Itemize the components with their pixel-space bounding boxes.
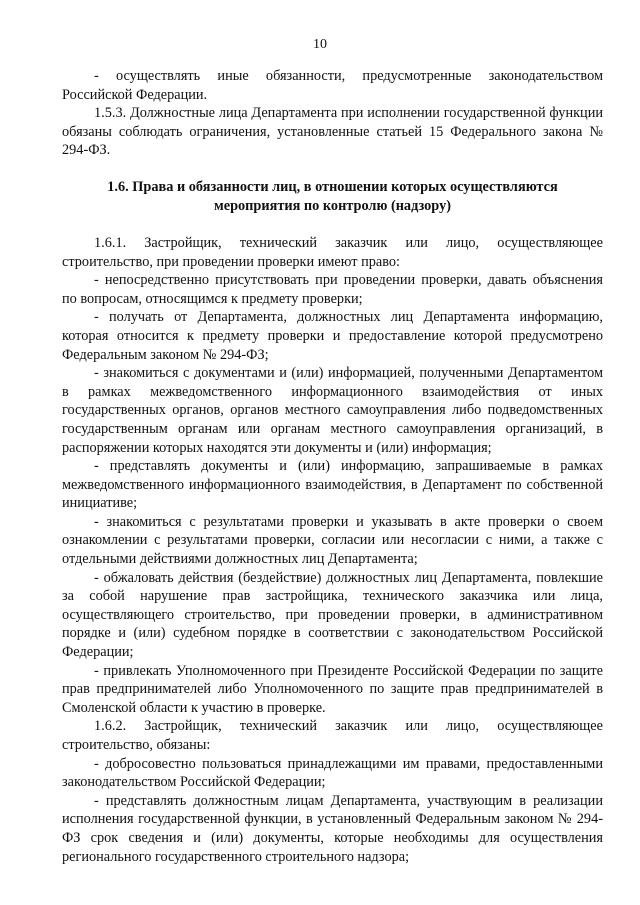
list-item: - знакомиться с результатами проверки и указывать в акте проверки о своем ознакомлении с результатами проверки, согласии или несогласии с ними, а также с отдельными действиями должностных лиц Департамента; <box>62 513 603 568</box>
list-item: - обжаловать действия (бездействие) должностных лиц Департамента, повлекшие за собой нарушение прав застройщика, технического заказчика или лица, осуществляющего строительство, при проведении проверки, в административном порядке и (или) судебном порядке в соответствии с законодательством Российской Федерации; <box>62 569 603 661</box>
section-heading <box>62 178 603 216</box>
list-item: - получать от Департамента, должностных лиц Департамента информацию, которая относится к предмету проверки и предоставление которой предусмотрено Федеральным законом № 294-ФЗ; <box>62 309 603 363</box>
page-number: 10 <box>313 37 327 52</box>
section-heading-line: 1.6. Права и обязанности лиц, в отношении которых осуществляются <box>107 178 558 195</box>
list-item: - представлять документы и (или) информацию, запрашиваемые в рамках межведомственного информационного взаимодействия, в Департамент по собственной инициативе; <box>62 458 603 512</box>
paragraph: 1.6.1. Застройщик, технический заказчик или лицо, осуществляющее строительство, при проведении проверки имеют право: <box>62 234 603 270</box>
document-body <box>62 67 603 866</box>
paragraph: 1.5.3. Должностные лица Департамента при исполнении государственной функции обязаны соблюдать ограничения, установленные статьей 15 Федерального закона № 294-ФЗ. <box>62 105 603 159</box>
section-heading-line: мероприятия по контролю (надзору) <box>214 197 451 214</box>
list-item: - знакомиться с документами и (или) информацией, полученными Департаментом в рамках межведомственного информационного взаимодействия от иных государственных органов, органов местного самоуправления либо подведомственных государственным органам или органам местного самоуправления организаций, в распоряжении которых находятся эти документы и (или) информация; <box>62 365 603 456</box>
paragraph: - осуществлять иные обязанности, предусмотренные законодательством Российской Федерации. <box>62 68 603 103</box>
list-item: - непосредственно присутствовать при проведении проверки, давать объяснения по вопросам, относящимся к предмету проверки; <box>62 272 603 307</box>
list-item: - добросовестно пользоваться принадлежащими им правами, предоставленными законодательством Российской Федерации; <box>62 755 603 791</box>
list-item: - представлять должностным лицам Департамента, участвующим в реализации исполнения государственной функции, в установленный Федеральным законом № 294-ФЗ срок сведения и (или) документы, которые необходимы для осуществления регионального государственного строительного надзора; <box>62 792 603 865</box>
list-item: - привлекать Уполномоченного при Президенте Российской Федерации по защите прав предпринимателей либо Уполномоченного по защите прав предпринимателей в Смоленской области к участию в проверке. <box>62 662 603 716</box>
paragraph: 1.6.2. Застройщик, технический заказчик или лицо, осуществляющее строительство, обязаны: <box>62 718 603 753</box>
